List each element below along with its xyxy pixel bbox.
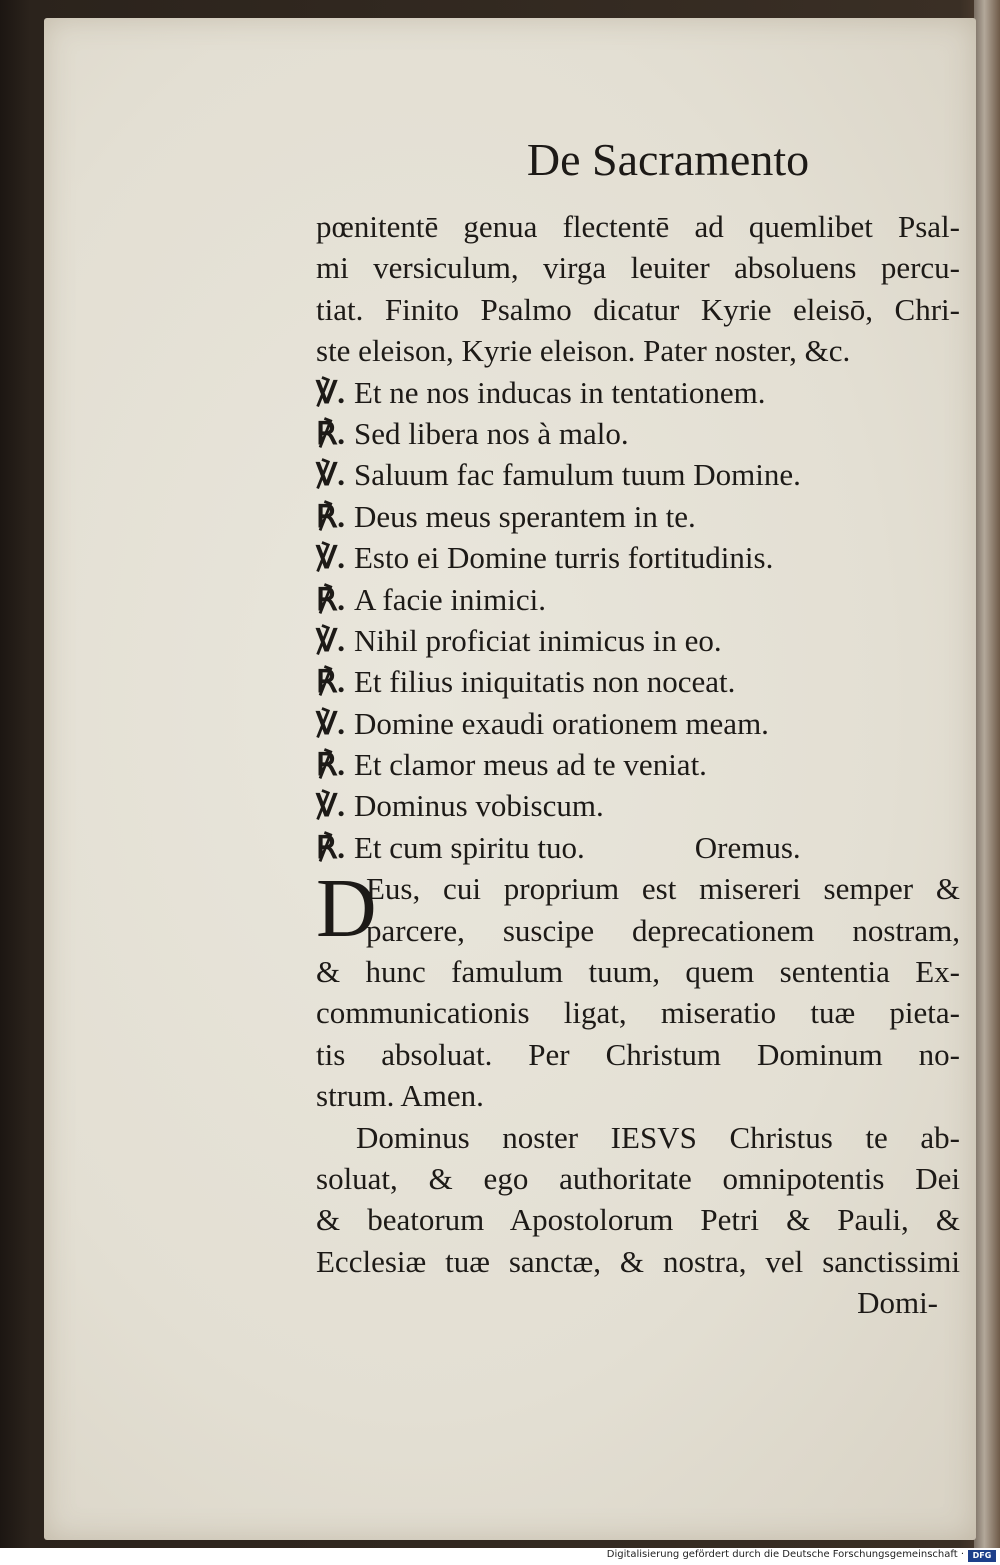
digitization-footer: [0, 1548, 1000, 1565]
text-line: tis absoluat. Per Christum Dominum no-: [316, 1036, 960, 1072]
text-block: [316, 130, 960, 1324]
response-mark: ℟.: [316, 664, 345, 700]
oremus-label: Oremus.: [694, 829, 801, 865]
response-text: Sed libera nos à malo.: [354, 415, 629, 451]
collect-prayer: [316, 862, 960, 1116]
absolution-paragraph: [316, 1117, 960, 1324]
response-line: [316, 744, 960, 785]
text-line: ste eleison, Kyrie eleison. Pater noster, &c.: [316, 333, 851, 369]
versicle-line: [316, 785, 960, 826]
versicle-line: [316, 372, 960, 413]
response-mark: ℟.: [316, 498, 345, 534]
response-line: [316, 413, 960, 454]
response-line: [316, 827, 960, 868]
text-line: & beatorum Apostolorum Petri & Pauli, &: [316, 1202, 960, 1238]
response-text: Et filius iniquitatis non noceat.: [354, 664, 736, 700]
response-mark: ℟.: [316, 415, 345, 451]
versicle-mark: ℣.: [316, 540, 345, 576]
running-head: De Sacramento: [526, 134, 810, 185]
text-line: parcere, suscipe deprecationem nostram,: [366, 912, 960, 948]
versicle-line: [316, 454, 960, 495]
versicle-text: Et ne nos inducas in tentationem.: [354, 374, 766, 410]
response-mark: ℟.: [316, 581, 345, 617]
response-text: Et cum spiritu tuo.: [354, 829, 585, 865]
text-line: Eus, cui proprium est misereri semper &: [366, 871, 960, 907]
versicle-line: [316, 537, 960, 578]
catchword: Domi-: [857, 1285, 938, 1321]
response-line: [316, 579, 960, 620]
footer-credit: Digitalisierung gefördert durch die Deutsche Forschungsgemeinschaft ·: [606, 1549, 964, 1560]
versicle-mark: ℣.: [316, 622, 345, 658]
versicle-line: [316, 620, 960, 661]
book-page: [44, 18, 976, 1540]
response-line: [316, 661, 960, 702]
response-text: A facie inimici.: [354, 581, 546, 617]
text-line: tiat. Finito Psalmo dicatur Kyrie eleisō, Chri-: [316, 291, 960, 327]
versicle-text: Dominus vobiscum.: [354, 788, 604, 824]
text-line: soluat, & ego authoritate omnipotentis Dei: [316, 1160, 960, 1196]
versicle-mark: ℣.: [316, 788, 345, 824]
versicle-text: Esto ei Domine turris fortitudinis.: [354, 540, 774, 576]
intro-paragraph: [316, 206, 960, 372]
text-line: mi versiculum, virga leuiter absoluens percu-: [316, 250, 960, 286]
response-text: Et clamor meus ad te veniat.: [354, 747, 707, 783]
book-edge: [974, 0, 1000, 1548]
response-line: [316, 496, 960, 537]
versicle-mark: ℣.: [316, 374, 345, 410]
text-line: strum. Amen.: [316, 1078, 484, 1114]
versicle-text: Saluum fac famulum tuum Domine.: [354, 457, 801, 493]
response-mark: ℟.: [316, 829, 345, 865]
text-line: Ecclesiæ tuæ sanctæ, & nostra, vel sanctissimi: [316, 1243, 960, 1279]
versicle-text: Nihil proficiat inimicus in eo.: [354, 622, 722, 658]
response-mark: ℟.: [316, 747, 345, 783]
text-line: & hunc famulum tuum, quem sententia Ex-: [316, 954, 960, 990]
versicle-mark: ℣.: [316, 457, 345, 493]
versicle-line: [316, 703, 960, 744]
response-text: Deus meus sperantem in te.: [354, 498, 696, 534]
drop-cap: D: [316, 862, 377, 956]
versicle-text: Domine exaudi orationem meam.: [354, 705, 769, 741]
text-line: communicationis ligat, miseratio tuæ pieta-: [316, 995, 960, 1031]
text-line: Dominus noster IESVS Christus te ab-: [356, 1119, 960, 1155]
versicle-mark: ℣.: [316, 705, 345, 741]
versicle-list: [316, 372, 960, 869]
dfg-logo-icon: DFG: [968, 1550, 996, 1562]
text-line: pœnitentē genua flectentē ad quemlibet Psal-: [316, 209, 960, 244]
